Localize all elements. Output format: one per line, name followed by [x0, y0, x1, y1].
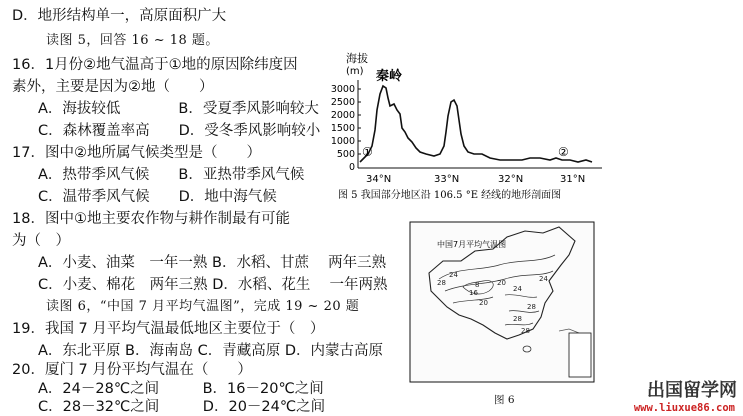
question-20-options-cd: C．28－32℃之间 D．20－24℃之间: [38, 399, 326, 415]
fig5-ytick: 2500: [330, 97, 355, 108]
fig5-xtick: 33°N: [434, 174, 460, 185]
fig5-ylabel: 海拔: [346, 52, 368, 65]
south-china-sea-inset: [569, 333, 591, 377]
fig5-ytick: 1000: [330, 136, 355, 147]
watermark-url: www.liuxue86.com: [633, 402, 735, 414]
question-18-line1: 18．图中①地主要农作物与耕作制最有可能: [12, 211, 290, 227]
isotherm-label: 24: [539, 275, 548, 283]
fig5-ytick: 2000: [330, 110, 355, 121]
fig5-yunit: (m): [346, 66, 364, 77]
isotherm-label: 8: [475, 281, 480, 289]
isotherm-label: 28: [437, 279, 446, 287]
question-18-options-ab: A．小麦、油菜 一年一熟 B．水稻、甘蔗 两年三熟: [38, 255, 387, 271]
question-16-line2: 素外，主要是因为②地（ ）: [12, 79, 214, 95]
isotherm-label: 24: [513, 285, 522, 293]
isotherm-label: 28: [513, 315, 522, 323]
question-16-options-ab: A．海拔较低 B．受夏季风影响较大: [38, 101, 319, 117]
marker-2: ②: [558, 145, 569, 159]
fig5-ytick: 0: [348, 162, 355, 173]
question-19-options: A．东北平原 B．海南岛 C．青藏高原 D．内蒙古高原: [38, 343, 383, 359]
question-20-options-ab: A．24－28℃之间 B．16－20℃之间: [38, 381, 324, 397]
qinling-label: 秦岭: [376, 69, 403, 84]
fig5-xtick: 32°N: [498, 174, 524, 185]
fig5-ytick: 3000: [330, 84, 355, 95]
question-19: 19．我国 7 月平均气温最低地区主要位于（ ）: [12, 321, 325, 337]
isotherm-label: 28: [521, 327, 530, 335]
map-title: 中国7月平均气温图: [437, 240, 507, 249]
fig5-xtick: 31°N: [560, 174, 586, 185]
question-17-options-cd: C．温带季风气候 D．地中海气候: [38, 189, 277, 205]
question-16-options-cd: C．森林覆盖率高 D．受冬季风影响较小: [38, 123, 321, 139]
question-17: 17．图中②地所属气候类型是（ ）: [12, 145, 261, 161]
fig5-xtick: 34°N: [366, 174, 392, 185]
watermark-title: 出国留学网: [647, 380, 737, 401]
reading-note-fig5: 读图 5，回答 16 ~ 18 题。: [46, 33, 219, 48]
question-20: 20．厦门 7 月份平均气温在（ ）: [12, 362, 252, 378]
fig5-ytick: 500: [336, 149, 355, 160]
fig5-caption: 图 5 我国部分地区沿 106.5 °E 经线的地形剖面图: [338, 190, 562, 201]
option-d-previous: D．地形结构单一，高原面积广大: [12, 8, 227, 24]
china-july-temperature-map: [409, 221, 595, 383]
question-18-options-cd: C．小麦、棉花 两年三熟 D．水稻、花生 一年两熟: [38, 277, 388, 293]
question-17-options-ab: A．热带季风气候 B．亚热带季风气候: [38, 167, 305, 183]
isotherm-label: 16: [469, 289, 478, 297]
question-16-line1: 16．1月份②地气温高于①地的原因除纬度因: [12, 57, 298, 73]
question-18-line2: 为（ ）: [12, 233, 70, 249]
isotherm-label: 20: [497, 279, 506, 287]
marker-1: ①: [362, 145, 373, 159]
isotherm-label: 24: [449, 271, 458, 279]
terrain-profile-figure: [330, 50, 610, 205]
isotherm-label: 20: [479, 299, 488, 307]
isotherm-label: 28: [527, 303, 536, 311]
fig6-caption: 图 6: [494, 394, 515, 406]
fig5-ytick: 1500: [330, 123, 355, 134]
reading-note-fig6: 读图 6，“中国 7 月平均气温图”，完成 19 ~ 20 题: [46, 299, 360, 314]
